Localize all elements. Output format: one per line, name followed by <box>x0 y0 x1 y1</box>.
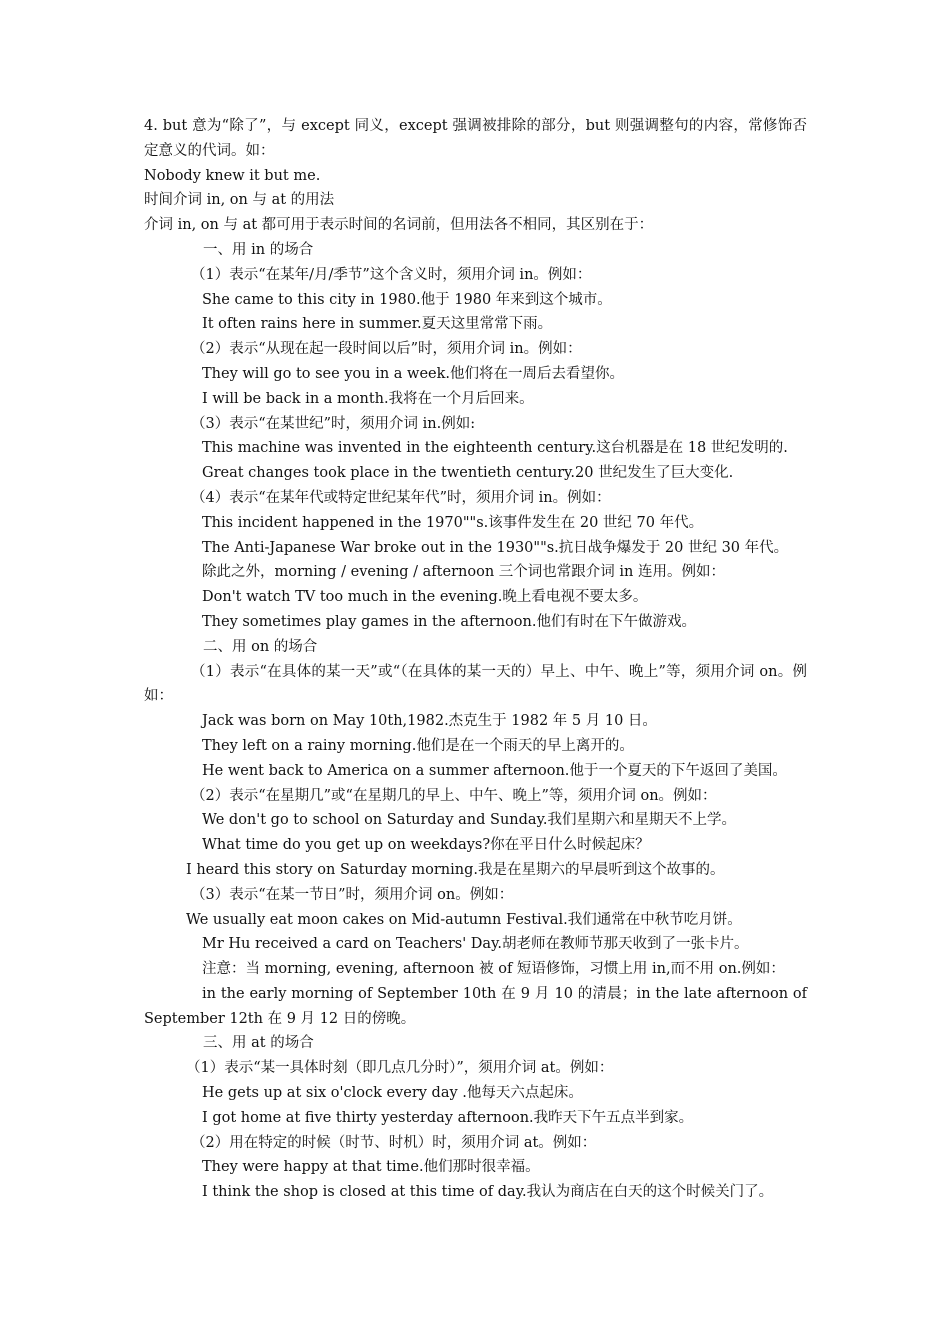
text-line: （2）表示“从现在起一段时间以后”时，须用介词 in。例如： <box>191 341 582 358</box>
text-line: She came to this city in 1980.他于 1980 年来到这个城市。 <box>202 291 612 308</box>
text-line: （1）表示“某一具体时刻（即几点几分时）”，须用介词 at。例如： <box>186 1060 614 1077</box>
text-line: 时间介词 in, on 与 at 的用法 <box>144 192 335 209</box>
text-line: I think the shop is closed at this time of day.我认为商店在白天的这个时候关门了。 <box>202 1184 774 1201</box>
document-body <box>144 114 807 1205</box>
text-line: （4）表示“在某年代或特定世纪某年代”时，须用介词 in。例如： <box>191 489 611 506</box>
text-line: （2）用在特定的时候（时节、时机）时，须用介词 at。例如： <box>191 1134 597 1151</box>
text-line: 一、用 in 的场合 <box>203 241 314 258</box>
text-line: They will go to see you in a week.他们将在一周后去看望你。 <box>202 365 624 382</box>
text-line: What time do you get up on weekdays?你在平日什么时候起床？ <box>202 837 650 854</box>
text-line: They sometimes play games in the afternoon.他们有时在下午做游戏。 <box>202 613 696 630</box>
text-line: 除此之外，morning / evening / afternoon 三个词也常跟介词 in 连用。例如： <box>202 564 725 581</box>
text-line: Nobody knew it but me. <box>144 167 321 184</box>
text-line: I will be back in a month.我将在一个月后回来。 <box>202 390 534 407</box>
text-line: Jack was born on May 10th,1982.杰克生于 1982 年 5 月 10 日。 <box>202 713 657 730</box>
text-line: （1）表示“在具体的某一天”或“（在具体的某一天的）早上、中午、晚上”等，须用介词 on。例如： <box>144 663 807 705</box>
text-line: He gets up at six o'clock every day .他每天六点起床。 <box>202 1085 583 1102</box>
text-line: Mr Hu received a card on Teachers' Day.胡老师在教师节那天收到了一张卡片。 <box>202 936 749 953</box>
text-line: They left on a rainy morning.他们是在一个雨天的早上离开的。 <box>202 737 634 754</box>
text-line: I heard this story on Saturday morning.我是在星期六的早晨听到这个故事的。 <box>186 861 725 878</box>
text-line: （1）表示“在某年/月/季节”这个含义时，须用介词 in。例如： <box>191 266 592 283</box>
text-line: 4. but 意为“除了”，与 except 同义，except 强调被排除的部分，but 则强调整句的内容，常修饰否定意义的代词。如： <box>144 118 807 159</box>
text-line: This machine was invented in the eighteenth century.这台机器是在 18 世纪发明的. <box>202 440 788 457</box>
text-line: They were happy at that time.他们那时很幸福。 <box>202 1159 540 1176</box>
text-line: The Anti-Japanese War broke out in the 1930""s.抗日战争爆发于 20 世纪 30 年代。 <box>202 539 789 556</box>
text-line: I got home at five thirty yesterday afternoon.我昨天下午五点半到家。 <box>202 1109 694 1126</box>
text-line: He went back to America on a summer afternoon.他于一个夏天的下午返回了美国。 <box>202 762 787 779</box>
text-line: 注意：当 morning, evening, afternoon 被 of 短语修饰，习惯上用 in,而不用 on.例如： <box>202 961 785 978</box>
text-line: （3）表示“在某世纪”时，须用介词 in.例如: <box>191 415 476 432</box>
text-line: Great changes took place in the twentieth century.20 世纪发生了巨大变化. <box>202 465 734 482</box>
text-line: 二、用 on 的场合 <box>203 638 318 655</box>
text-line: in the early morning of September 10th 在 9 月 10 的清晨；in the late afternoon of September 12th 在 9 月 12 日的傍晚。 <box>144 985 807 1027</box>
text-line: 介词 in, on 与 at 都可用于表示时间的名词前，但用法各不相同，其区别在于： <box>144 217 654 234</box>
text-line: 三、用 at 的场合 <box>203 1035 314 1052</box>
text-line: We usually eat moon cakes on Mid-autumn Festival.我们通常在中秋节吃月饼。 <box>186 911 742 928</box>
text-line: （2）表示“在星期几”或“在星期几的早上、中午、晚上”等，须用介词 on。例如： <box>191 787 717 804</box>
text-line: （3）表示“在某一节日”时，须用介词 on。例如： <box>191 886 514 903</box>
text-line: We don't go to school on Saturday and Sunday.我们星期六和星期天不上学。 <box>202 812 736 829</box>
text-line: It often rains here in summer.夏天这里常常下雨。 <box>202 316 553 333</box>
text-line: This incident happened in the 1970""s.该事件发生在 20 世纪 70 年代。 <box>202 514 704 531</box>
text-line: Don't watch TV too much in the evening.晚上看电视不要太多。 <box>202 589 648 606</box>
